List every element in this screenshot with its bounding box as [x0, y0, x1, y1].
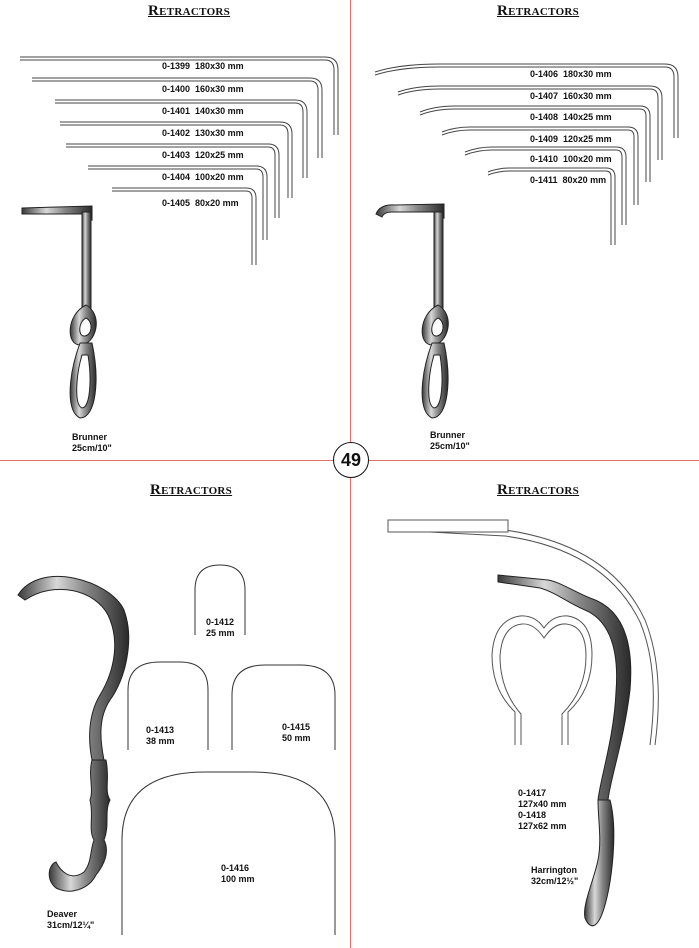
tl-item-5 — [162, 172, 244, 183]
br-wire-retractor — [492, 616, 592, 745]
br-title: Retractors — [497, 482, 580, 498]
blade-size: 25 mm — [206, 628, 235, 638]
tl-brunner — [22, 206, 96, 418]
bl-title: Retractors — [150, 482, 233, 498]
blade-size: 100 mm — [221, 874, 255, 884]
blade-code: 0-1415 — [282, 722, 311, 732]
item-code: 0-1409 — [530, 134, 559, 144]
item-size: 160x30 mm — [563, 91, 612, 101]
blade-size: 38 mm — [146, 736, 175, 746]
item-size: 80x20 mm — [562, 175, 607, 185]
item-code: 0-1400 — [162, 84, 191, 94]
item-size: 140x25 mm — [563, 112, 612, 122]
item-code: 0-1417 — [518, 788, 547, 798]
page-number: 49 — [333, 442, 369, 478]
instrument-name: Deaver — [47, 909, 78, 919]
blade-code: 0-1412 — [206, 617, 235, 627]
blade-size: 50 mm — [282, 733, 311, 743]
item-code: 0-1406 — [530, 69, 559, 79]
bl-instrument-caption — [47, 909, 94, 931]
tr-brunner — [376, 204, 448, 418]
br-items — [518, 788, 567, 832]
bl-blade-0 — [206, 617, 235, 639]
item-code: 0-1402 — [162, 128, 191, 138]
item-size: 140x30 mm — [195, 106, 244, 116]
item-code: 0-1403 — [162, 150, 191, 160]
instrument-length: 25cm/10" — [430, 441, 470, 451]
instrument-name: Brunner — [430, 430, 466, 440]
br-instrument-caption — [531, 865, 578, 887]
tr-blades — [375, 64, 678, 245]
instrument-name: Harrington — [531, 865, 577, 875]
tr-item-5 — [530, 175, 606, 186]
tl-item-2 — [162, 106, 244, 117]
bl-blade-2 — [282, 722, 311, 744]
item-code: 0-1399 — [162, 61, 191, 71]
deaver-retractor — [18, 576, 129, 891]
item-size: 100x20 mm — [563, 154, 612, 164]
tr-item-2 — [530, 112, 612, 123]
tl-title: Retractors — [148, 3, 231, 19]
bl-blade-1 — [146, 725, 175, 747]
tr-item-4 — [530, 154, 612, 165]
item-size: 127x40 mm — [518, 799, 567, 809]
tl-item-4 — [162, 150, 244, 161]
tr-item-3 — [530, 134, 612, 145]
instrument-length: 25cm/10" — [72, 443, 112, 453]
tl-item-6 — [162, 198, 239, 209]
tr-item-1 — [530, 91, 612, 102]
item-size: 100x20 mm — [195, 172, 244, 182]
tr-item-0 — [530, 69, 612, 80]
item-size: 120x25 mm — [563, 134, 612, 144]
item-code: 0-1411 — [530, 175, 558, 185]
item-code: 0-1407 — [530, 91, 559, 101]
item-code: 0-1410 — [530, 154, 559, 164]
instrument-length: 32cm/12½" — [531, 876, 579, 886]
item-size: 160x30 mm — [195, 84, 244, 94]
tl-item-3 — [162, 128, 244, 139]
item-size: 130x30 mm — [195, 128, 244, 138]
blade-code: 0-1413 — [146, 725, 175, 735]
item-size: 80x20 mm — [195, 198, 239, 208]
item-code: 0-1408 — [530, 112, 559, 122]
item-code: 0-1418 — [518, 810, 547, 820]
instrument-length: 31cm/12¼" — [47, 920, 95, 930]
bl-blade-3 — [221, 863, 255, 885]
item-size: 127x62 mm — [518, 821, 567, 831]
outline-0-1416 — [122, 772, 335, 935]
item-code: 0-1401 — [162, 106, 191, 116]
item-size: 120x25 mm — [195, 150, 244, 160]
item-code: 0-1405 — [162, 198, 191, 208]
tr-instrument-caption — [430, 430, 470, 452]
item-code: 0-1404 — [162, 172, 191, 182]
tr-title: Retractors — [497, 3, 580, 19]
tl-instrument-caption — [72, 432, 112, 454]
item-size: 180x30 mm — [563, 69, 612, 79]
blade-code: 0-1416 — [221, 863, 250, 873]
item-size: 180x30 mm — [195, 61, 244, 71]
instrument-name: Brunner — [72, 432, 108, 442]
tl-item-0 — [162, 61, 244, 72]
tl-item-1 — [162, 84, 244, 95]
